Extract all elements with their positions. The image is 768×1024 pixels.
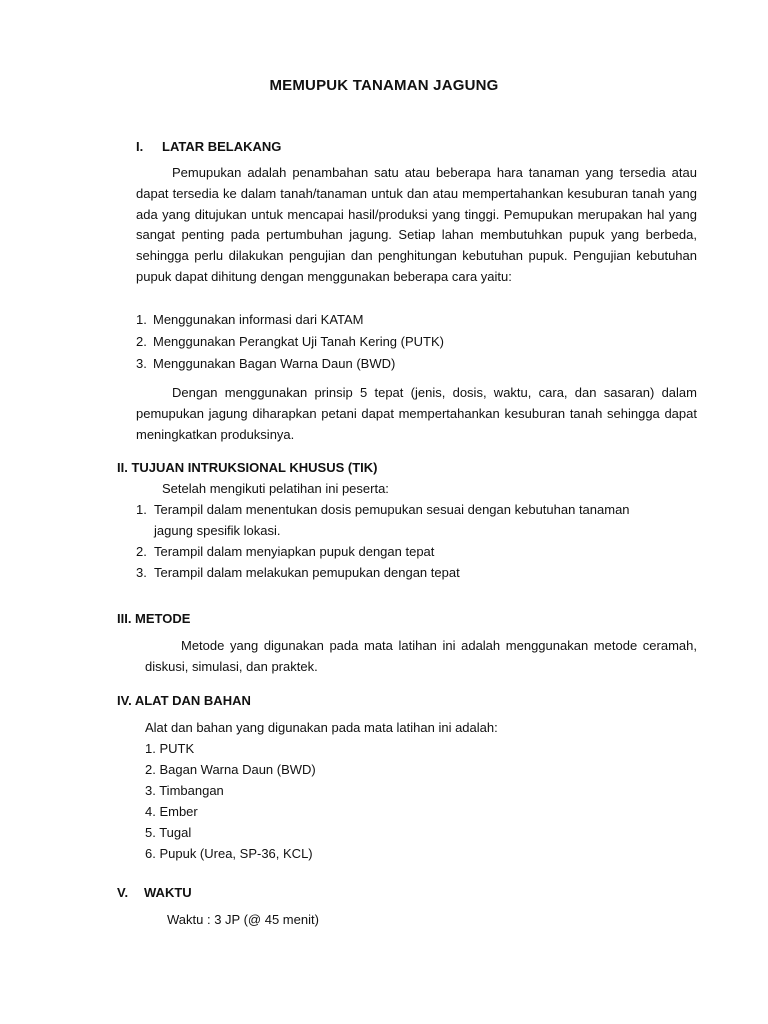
list-item: 4. Ember: [145, 804, 198, 819]
section-4-heading: IV. ALAT DAN BAHAN: [117, 693, 251, 708]
section-5-title: WAKTU: [144, 885, 192, 900]
list-item: 3. Timbangan: [145, 783, 224, 798]
list-item: 5. Tugal: [145, 825, 192, 840]
section-1-heading: [136, 139, 281, 154]
document-title: MEMUPUK TANAMAN JAGUNG: [269, 77, 499, 94]
section-5-number: V.: [117, 885, 129, 900]
section-2-item-1: 1. Terampil dalam menentukan dosis pemupukan sesuai dengan kebutuhan tanaman: [136, 502, 630, 517]
section-5-text: Waktu : 3 JP (@ 45 menit): [167, 912, 319, 927]
section-4-intro: Alat dan bahan yang digunakan pada mata latihan ini adalah:: [145, 720, 498, 735]
section-1-number: I.: [136, 139, 144, 154]
list-item: 2. Menggunakan Perangkat Uji Tanah Kering (PUTK): [136, 334, 444, 349]
section-1-method-list: [136, 312, 444, 378]
section-1-title: LATAR BELAKANG: [162, 139, 282, 154]
list-item: 3. Menggunakan Bagan Warna Daun (BWD): [136, 356, 396, 371]
section-1-paragraph-1: Pemupukan adalah penambahan satu atau beberapa hara tanaman yang tersedia atau dapat tersedia ke dalam tanah/tanaman untuk dan atau mempertahankan kesuburan tanah yang ada yang ditujukan untuk mencapai hasil/produksi yang tinggi. Pemupukan merupakan hal yang sangat penting pada pertumbuhan jagung. Setiap lahan membutuhkan pupuk yang berbeda, sehingga perlu dilakukan pengujian dan penghitungan kebutuhan pupuk. Pengujian kebutuhan pupuk dapat dihitung dengan menggunakan beberapa cara yaitu:: [136, 165, 697, 284]
section-5-heading: [117, 885, 192, 900]
section-2-item-1-continuation: jagung spesifik lokasi.: [154, 523, 281, 538]
section-2-item-3: 3. Terampil dalam melakukan pemupukan dengan tepat: [136, 565, 460, 580]
section-1-paragraph-2: Dengan menggunakan prinsip 5 tepat (jenis, dosis, waktu, cara, dan sasaran) dalam pemupukan jagung diharapkan petani dapat mempertahankan kesuburan tanah sehingga dapat meningkatkan produksinya.: [136, 385, 697, 442]
section-3-heading: III. METODE: [117, 611, 191, 626]
list-item: 1. Menggunakan informasi dari KATAM: [136, 312, 364, 327]
list-item: 1. PUTK: [145, 741, 195, 756]
section-2-intro: Setelah mengikuti pelatihan ini peserta:: [162, 481, 389, 496]
section-2-heading: II. TUJUAN INTRUKSIONAL KHUSUS (TIK): [117, 460, 378, 475]
section-3-paragraph: Metode yang digunakan pada mata latihan ini adalah menggunakan metode ceramah, diskusi, simulasi, dan praktek.: [145, 638, 697, 674]
list-item: 2. Bagan Warna Daun (BWD): [145, 762, 316, 777]
list-item: 6. Pupuk (Urea, SP-36, KCL): [145, 846, 313, 861]
section-2-item-2: 2. Terampil dalam menyiapkan pupuk dengan tepat: [136, 544, 435, 559]
section-4-materials-list: [145, 741, 316, 867]
